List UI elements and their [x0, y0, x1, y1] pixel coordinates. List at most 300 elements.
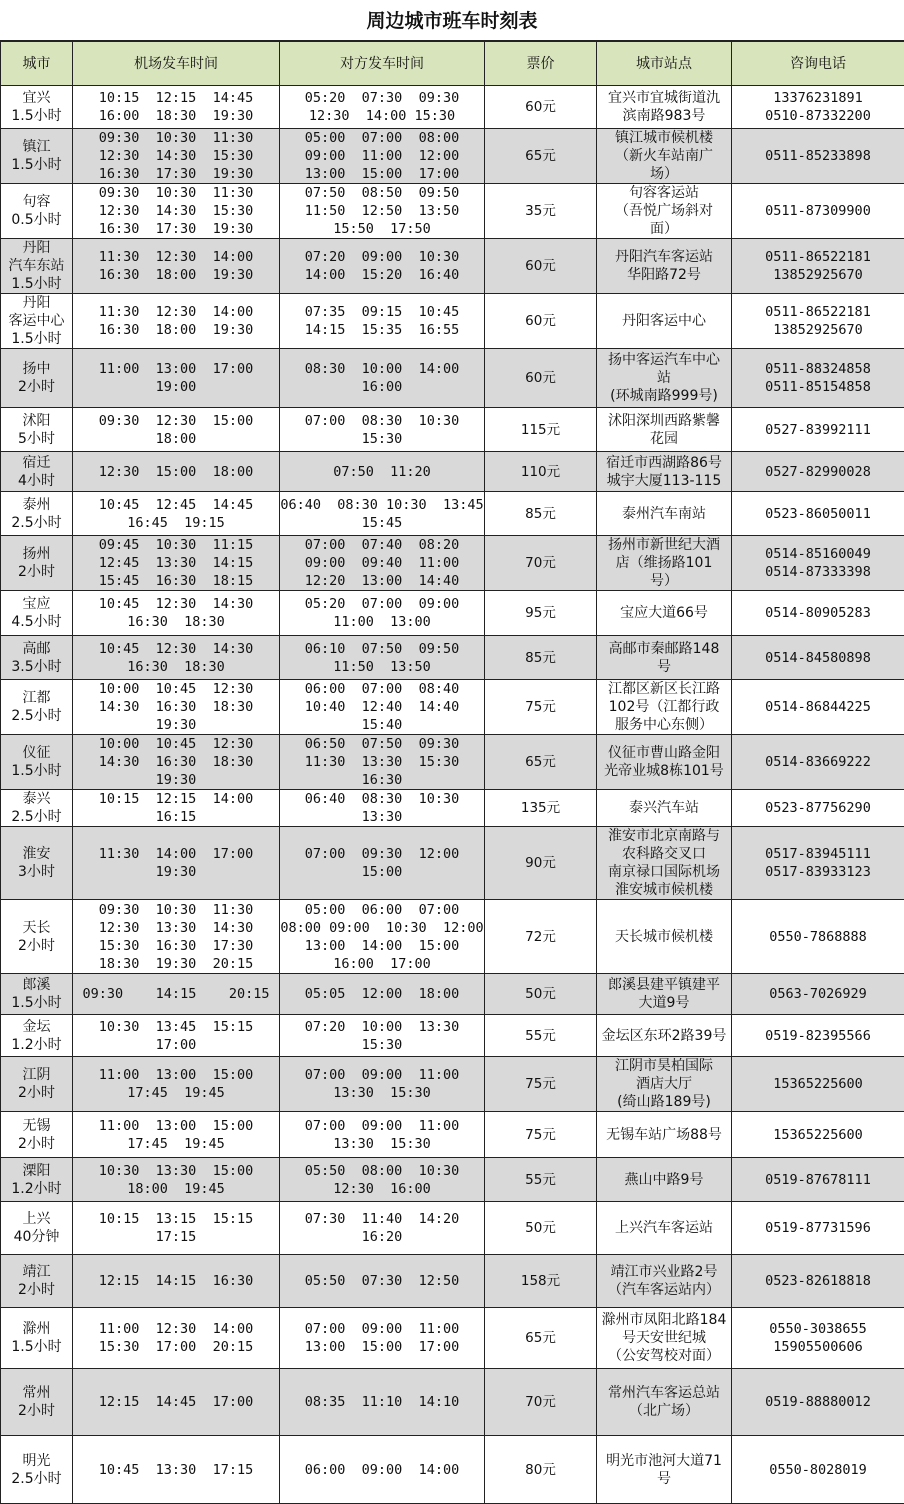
station-line: 天长城市候机楼: [597, 928, 731, 946]
airport-times-cell: [73, 1436, 280, 1504]
price-cell: 110元: [485, 452, 597, 492]
airport-times-cell: [73, 184, 280, 239]
airport-times-line: 09:30 12:30 15:00: [73, 412, 279, 430]
city-cell: [1, 86, 73, 129]
airport-times-cell: [73, 1202, 280, 1255]
return-times-line: 13:00 15:00 17:00: [280, 1338, 484, 1356]
city-line: 宝应: [1, 595, 72, 613]
phone-line: 0514-83669222: [732, 753, 904, 771]
city-line: 高邮: [1, 640, 72, 658]
table-row: [1, 1158, 904, 1202]
airport-times-line: 16:30 18:00 19:30: [73, 266, 279, 284]
return-times-line: 07:30 11:40 14:20: [280, 1210, 484, 1228]
phone-line: 0550-7868888: [732, 928, 904, 946]
city-line: 1.5小时: [1, 156, 72, 174]
city-line: 客运中心: [1, 312, 72, 330]
table-row: [1, 408, 904, 452]
airport-times-cell: [73, 1057, 280, 1112]
airport-times-line: 10:30 13:30 15:00: [73, 1162, 279, 1180]
city-line: 2小时: [1, 937, 72, 955]
airport-times-line: 11:30 14:00 17:00: [73, 845, 279, 863]
table-row: [1, 129, 904, 184]
table-row: [1, 1308, 904, 1369]
phone-cell: [732, 1436, 904, 1504]
return-times-line: 13:30 15:30: [280, 1135, 484, 1153]
return-times-line: 09:00 11:00 12:00: [280, 147, 484, 165]
return-times-line: 13:00 14:00 15:00: [280, 937, 484, 955]
table-row: [1, 827, 904, 900]
phone-line: 0519-88880012: [732, 1393, 904, 1411]
return-times-cell: [280, 536, 485, 591]
return-times-line: 12:30 14:00 15:30: [280, 107, 484, 125]
page-title: 周边城市班车时刻表: [0, 0, 904, 41]
phone-line: 0517-83933123: [732, 863, 904, 881]
return-times-line: 11:00 13:00: [280, 613, 484, 631]
airport-times-cell: [73, 452, 280, 492]
return-times-cell: [280, 1308, 485, 1369]
airport-times-line: 11:30 12:30 14:00: [73, 303, 279, 321]
phone-cell: [732, 591, 904, 636]
return-times-line: 15:00: [280, 863, 484, 881]
header-airport-departure: 机场发车时间: [73, 42, 280, 86]
return-times-line: 07:50 11:20: [280, 463, 484, 481]
station-line: 农科路交叉口: [597, 845, 731, 863]
city-line: 2小时: [1, 1281, 72, 1299]
station-cell: [597, 86, 732, 129]
return-times-cell: [280, 680, 485, 735]
header-row: [1, 42, 904, 86]
return-times-line: 15:40: [280, 716, 484, 734]
table-row: [1, 86, 904, 129]
station-cell: [597, 974, 732, 1015]
phone-line: 0563-7026929: [732, 985, 904, 1003]
table-row: [1, 1202, 904, 1255]
city-line: 1.5小时: [1, 107, 72, 125]
phone-line: 0511-88324858: [732, 360, 904, 378]
city-line: 1.2小时: [1, 1036, 72, 1054]
station-line: 淮安市北京南路与: [597, 827, 731, 845]
airport-times-line: 10:00 10:45 12:30: [73, 735, 279, 753]
city-line: 4小时: [1, 472, 72, 490]
airport-times-cell: [73, 1015, 280, 1057]
station-line: 服务中心东侧）: [597, 716, 731, 734]
airport-times-line: 18:00: [73, 430, 279, 448]
phone-line: 0510-87332200: [732, 107, 904, 125]
city-line: 扬中: [1, 360, 72, 378]
price-cell: 60元: [485, 349, 597, 408]
city-cell: [1, 1057, 73, 1112]
airport-times-cell: [73, 1158, 280, 1202]
return-times-line: 05:50 08:00 10:30: [280, 1162, 484, 1180]
city-cell: [1, 129, 73, 184]
return-times-line: 07:00 09:30 12:00: [280, 845, 484, 863]
airport-times-cell: [73, 349, 280, 408]
station-line: 江都区新区长江路: [597, 680, 731, 698]
airport-times-line: 10:00 10:45 12:30: [73, 680, 279, 698]
return-times-line: 10:40 12:40 14:40: [280, 698, 484, 716]
airport-times-line: 19:30: [73, 771, 279, 789]
station-line: 丹阳客运中心: [597, 312, 731, 330]
city-line: 2.5小时: [1, 1470, 72, 1488]
phone-line: 0514-84580898: [732, 649, 904, 667]
city-cell: [1, 1255, 73, 1308]
phone-line: 0523-87756290: [732, 799, 904, 817]
return-times-line: 13:30 15:30: [280, 1084, 484, 1102]
airport-times-line: 18:00 19:45: [73, 1180, 279, 1198]
price-cell: 60元: [485, 294, 597, 349]
city-line: 1.2小时: [1, 1180, 72, 1198]
return-times-line: 07:00 07:40 08:20: [280, 536, 484, 554]
phone-line: 0514-86844225: [732, 698, 904, 716]
table-row: [1, 536, 904, 591]
return-times-cell: [280, 184, 485, 239]
station-line: 泰兴汽车站: [597, 799, 731, 817]
return-times-cell: [280, 492, 485, 536]
airport-times-line: 14:30 16:30 18:30: [73, 753, 279, 771]
station-cell: [597, 1436, 732, 1504]
return-times-line: 06:40 08:30 10:30 13:45: [280, 496, 484, 514]
table-row: [1, 1057, 904, 1112]
return-times-line: 11:30 13:30 15:30: [280, 753, 484, 771]
header-return-departure: 对方发车时间: [280, 42, 485, 86]
airport-times-cell: [73, 790, 280, 827]
city-line: 2小时: [1, 1402, 72, 1420]
return-times-cell: [280, 1255, 485, 1308]
return-times-line: 07:35 09:15 10:45: [280, 303, 484, 321]
return-times-cell: [280, 239, 485, 294]
phone-cell: [732, 1015, 904, 1057]
station-line: 丹阳汽车客运站: [597, 248, 731, 266]
station-line: 号: [597, 658, 731, 676]
station-line: （新火车站南广: [597, 147, 731, 165]
city-line: 2.5小时: [1, 514, 72, 532]
airport-times-line: 09:30 10:30 11:30: [73, 129, 279, 147]
table-row: [1, 974, 904, 1015]
airport-times-cell: [73, 636, 280, 680]
return-times-line: 16:20: [280, 1228, 484, 1246]
return-times-line: 05:05 12:00 18:00: [280, 985, 484, 1003]
phone-line: 0527-82990028: [732, 463, 904, 481]
station-line: 滁州市凤阳北路184: [597, 1311, 731, 1329]
table-row: [1, 1436, 904, 1504]
station-line: 宿迁市西湖路86号: [597, 454, 731, 472]
station-line: 宝应大道66号: [597, 604, 731, 622]
city-cell: [1, 239, 73, 294]
airport-times-line: 12:15 14:45 17:00: [73, 1393, 279, 1411]
return-times-cell: [280, 591, 485, 636]
airport-times-cell: [73, 294, 280, 349]
phone-cell: [732, 1112, 904, 1158]
station-cell: [597, 735, 732, 790]
return-times-cell: [280, 408, 485, 452]
station-line: 号: [597, 1470, 731, 1488]
airport-times-line: 17:15: [73, 1228, 279, 1246]
return-times-cell: [280, 1112, 485, 1158]
phone-cell: [732, 349, 904, 408]
phone-line: 15365225600: [732, 1126, 904, 1144]
return-times-line: 05:20 07:00 09:00: [280, 595, 484, 613]
airport-times-line: 15:45 16:30 18:15: [73, 572, 279, 590]
city-cell: [1, 1436, 73, 1504]
return-times-line: 14:15 15:35 16:55: [280, 321, 484, 339]
return-times-line: 13:30: [280, 808, 484, 826]
return-times-line: 07:20 10:00 13:30: [280, 1018, 484, 1036]
return-times-line: 07:00 09:00 11:00: [280, 1320, 484, 1338]
station-line: 高邮市秦邮路148: [597, 640, 731, 658]
station-cell: [597, 1255, 732, 1308]
airport-times-cell: [73, 735, 280, 790]
city-line: 仪征: [1, 744, 72, 762]
return-times-cell: [280, 1015, 485, 1057]
airport-times-line: 16:30 17:30 19:30: [73, 165, 279, 183]
airport-times-line: 18:30 19:30 20:15: [73, 955, 279, 973]
city-cell: [1, 974, 73, 1015]
phone-line: 0519-87731596: [732, 1219, 904, 1237]
phone-cell: [732, 1255, 904, 1308]
airport-times-line: 10:45 12:30 14:30: [73, 640, 279, 658]
station-line: 燕山中路9号: [597, 1171, 731, 1189]
return-times-cell: [280, 790, 485, 827]
price-cell: 72元: [485, 900, 597, 974]
phone-line: 0523-82618818: [732, 1272, 904, 1290]
city-line: 扬州: [1, 545, 72, 563]
table-row: [1, 452, 904, 492]
phone-cell: [732, 974, 904, 1015]
return-times-cell: [280, 1057, 485, 1112]
schedule-table: [0, 41, 904, 1504]
city-line: 1.5小时: [1, 994, 72, 1012]
station-line: 江阴市昊柏国际: [597, 1057, 731, 1075]
station-cell: [597, 1112, 732, 1158]
city-line: 靖江: [1, 1263, 72, 1281]
city-line: 2小时: [1, 378, 72, 396]
phone-line: 0511-85233898: [732, 147, 904, 165]
city-line: 天长: [1, 919, 72, 937]
return-times-line: 07:00 08:30 10:30: [280, 412, 484, 430]
return-times-line: 06:50 07:50 09:30: [280, 735, 484, 753]
station-cell: [597, 591, 732, 636]
return-times-cell: [280, 294, 485, 349]
station-cell: [597, 1308, 732, 1369]
return-times-line: 12:30 16:00: [280, 1180, 484, 1198]
airport-times-line: 16:00 18:30 19:30: [73, 107, 279, 125]
city-cell: [1, 452, 73, 492]
city-line: 汽车东站: [1, 257, 72, 275]
station-line: 光帝业城8栋101号: [597, 762, 731, 780]
city-line: 宿迁: [1, 454, 72, 472]
station-line: 城宇大厦113-115: [597, 472, 731, 490]
station-cell: [597, 492, 732, 536]
city-line: 5小时: [1, 430, 72, 448]
table-row: [1, 294, 904, 349]
phone-line: 15365225600: [732, 1075, 904, 1093]
airport-times-line: 12:30 15:00 18:00: [73, 463, 279, 481]
city-cell: [1, 1308, 73, 1369]
city-cell: [1, 790, 73, 827]
airport-times-cell: [73, 591, 280, 636]
city-line: 明光: [1, 1452, 72, 1470]
station-cell: [597, 129, 732, 184]
airport-times-line: 09:30 10:30 11:30: [73, 901, 279, 919]
return-times-line: 06:40 08:30 10:30: [280, 790, 484, 808]
phone-cell: [732, 239, 904, 294]
station-cell: [597, 680, 732, 735]
station-line: 华阳路72号: [597, 266, 731, 284]
city-line: 镇江: [1, 138, 72, 156]
return-times-line: 07:00 09:00 11:00: [280, 1066, 484, 1084]
airport-times-cell: [73, 129, 280, 184]
airport-times-line: 16:45 19:15: [73, 514, 279, 532]
airport-times-line: 11:00 13:00 15:00: [73, 1117, 279, 1135]
airport-times-line: 09:30 10:30 11:30: [73, 184, 279, 202]
airport-times-cell: [73, 900, 280, 974]
return-times-line: 14:00 15:20 16:40: [280, 266, 484, 284]
airport-times-line: 11:00 13:00 17:00: [73, 360, 279, 378]
city-cell: [1, 294, 73, 349]
price-cell: 65元: [485, 1308, 597, 1369]
phone-line: 0517-83945111: [732, 845, 904, 863]
return-times-line: 07:00 09:00 11:00: [280, 1117, 484, 1135]
airport-times-cell: [73, 680, 280, 735]
return-times-line: 05:50 07:30 12:50: [280, 1272, 484, 1290]
phone-cell: [732, 636, 904, 680]
city-line: 3.5小时: [1, 658, 72, 676]
city-line: 句容: [1, 193, 72, 211]
station-line: 号天安世纪城: [597, 1329, 731, 1347]
price-cell: 65元: [485, 129, 597, 184]
return-times-line: 08:35 11:10 14:10: [280, 1393, 484, 1411]
return-times-cell: [280, 452, 485, 492]
city-line: 丹阳: [1, 239, 72, 257]
city-line: 郎溪: [1, 976, 72, 994]
city-line: 1.5小时: [1, 762, 72, 780]
airport-times-line: 10:15 13:15 15:15: [73, 1210, 279, 1228]
station-line: （公安驾校对面）: [597, 1347, 731, 1365]
phone-cell: [732, 1308, 904, 1369]
station-line: 句容客运站: [597, 184, 731, 202]
phone-cell: [732, 294, 904, 349]
city-cell: [1, 408, 73, 452]
phone-line: 0511-87309900: [732, 202, 904, 220]
city-cell: [1, 1015, 73, 1057]
table-row: [1, 636, 904, 680]
city-line: 淮安: [1, 845, 72, 863]
city-cell: [1, 349, 73, 408]
station-line: 场）: [597, 165, 731, 183]
city-line: 江阴: [1, 1066, 72, 1084]
return-times-line: 08:00 09:00 10:30 12:00: [280, 919, 484, 937]
station-cell: [597, 349, 732, 408]
airport-times-line: 09:45 10:30 11:15: [73, 536, 279, 554]
station-line: 站: [597, 369, 731, 387]
airport-times-cell: [73, 1255, 280, 1308]
return-times-line: 05:20 07:30 09:30: [280, 89, 484, 107]
station-line: 扬中客运汽车中心: [597, 351, 731, 369]
price-cell: 115元: [485, 408, 597, 452]
airport-times-line: 16:30 18:30: [73, 613, 279, 631]
city-cell: [1, 1112, 73, 1158]
phone-cell: [732, 790, 904, 827]
station-line: 无锡车站广场88号: [597, 1126, 731, 1144]
station-line: 大道9号: [597, 994, 731, 1012]
phone-line: 0519-82395566: [732, 1027, 904, 1045]
phone-line: 0514-87333398: [732, 563, 904, 581]
city-cell: [1, 1369, 73, 1436]
phone-line: 13852925670: [732, 266, 904, 284]
city-cell: [1, 591, 73, 636]
table-row: [1, 1112, 904, 1158]
phone-line: 0511-85154858: [732, 378, 904, 396]
city-line: 丹阳: [1, 294, 72, 312]
phone-line: 0523-86050011: [732, 505, 904, 523]
phone-cell: [732, 735, 904, 790]
return-times-cell: [280, 86, 485, 129]
return-times-line: 16:30: [280, 771, 484, 789]
airport-times-line: 19:30: [73, 863, 279, 881]
phone-line: 0511-86522181: [732, 248, 904, 266]
phone-line: 0550-3038655: [732, 1320, 904, 1338]
city-line: 2小时: [1, 1135, 72, 1153]
return-times-line: 06:00 07:00 08:40: [280, 680, 484, 698]
city-cell: [1, 636, 73, 680]
city-line: 上兴: [1, 1210, 72, 1228]
city-line: 2小时: [1, 1084, 72, 1102]
city-cell: [1, 827, 73, 900]
airport-times-cell: [73, 408, 280, 452]
price-cell: 85元: [485, 636, 597, 680]
airport-times-line: 14:30 16:30 18:30: [73, 698, 279, 716]
city-cell: [1, 492, 73, 536]
table-row: [1, 184, 904, 239]
station-line: 上兴汽车客运站: [597, 1219, 731, 1237]
phone-cell: [732, 900, 904, 974]
phone-line: 0514-85160049: [732, 545, 904, 563]
return-times-line: 11:50 13:50: [280, 658, 484, 676]
station-line: 明光市池河大道71: [597, 1452, 731, 1470]
phone-line: 0527-83992111: [732, 421, 904, 439]
station-cell: [597, 900, 732, 974]
airport-times-cell: [73, 536, 280, 591]
phone-cell: [732, 1369, 904, 1436]
airport-times-cell: [73, 827, 280, 900]
airport-times-line: 11:00 13:00 15:00: [73, 1066, 279, 1084]
price-cell: 60元: [485, 86, 597, 129]
return-times-line: 15:30: [280, 1036, 484, 1054]
airport-times-line: 17:00: [73, 1036, 279, 1054]
price-cell: 80元: [485, 1436, 597, 1504]
city-line: 2.5小时: [1, 707, 72, 725]
header-city: 城市: [1, 42, 73, 86]
airport-times-line: 11:30 12:30 14:00: [73, 248, 279, 266]
price-cell: 60元: [485, 239, 597, 294]
price-cell: 95元: [485, 591, 597, 636]
return-times-cell: [280, 735, 485, 790]
station-line: （汽车客运站内）: [597, 1281, 731, 1299]
city-line: 1.5小时: [1, 275, 72, 293]
airport-times-cell: [73, 86, 280, 129]
station-line: (环城南路999号): [597, 387, 731, 405]
phone-line: 15905500606: [732, 1338, 904, 1356]
price-cell: 75元: [485, 680, 597, 735]
schedule-body: [1, 86, 904, 1504]
return-times-line: 08:30 10:00 14:00: [280, 360, 484, 378]
price-cell: 35元: [485, 184, 597, 239]
city-cell: [1, 1158, 73, 1202]
station-cell: [597, 790, 732, 827]
phone-cell: [732, 86, 904, 129]
airport-times-line: 12:30 13:30 14:30: [73, 919, 279, 937]
phone-cell: [732, 680, 904, 735]
